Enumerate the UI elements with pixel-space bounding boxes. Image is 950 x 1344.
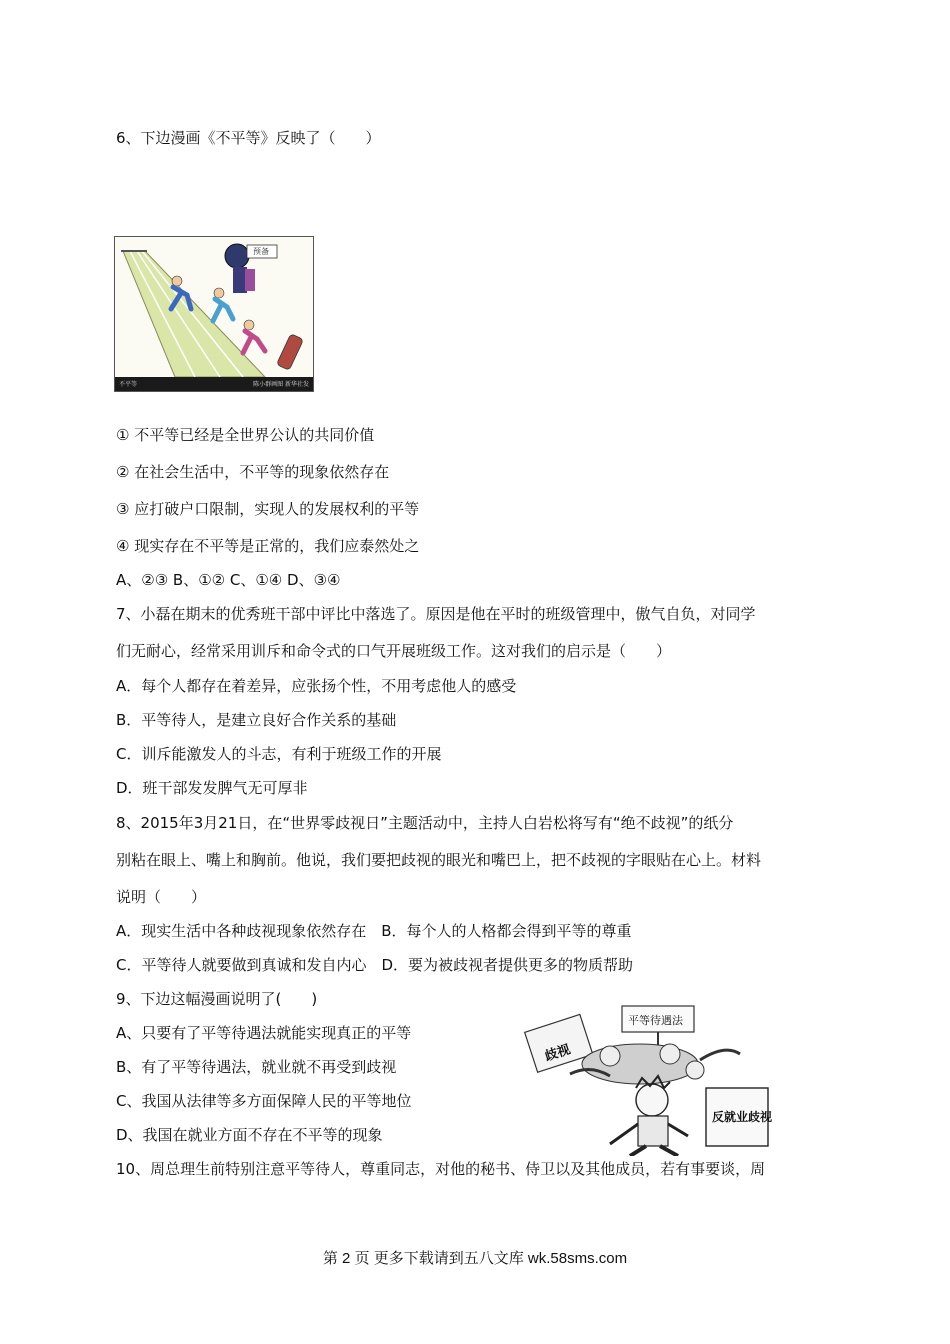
q8-stem-line-1: 8、2015年3月21日，在“世界零歧视日”主题活动中，主持人白岩松将写有“绝不歧视”的纸分 bbox=[116, 814, 734, 832]
q9-option-b: B、有了平等待遇法，就业就不再受到歧视 bbox=[116, 1058, 397, 1076]
cartoon-sign-label: 预备 bbox=[253, 247, 269, 256]
q10-stem: 10、周总理生前特别注意平等待人，尊重同志，对他的秘书、侍卫以及其他成员，若有事要谈，周 bbox=[116, 1160, 766, 1178]
q7-option-d: D．班干部发发脾气无可厚非 bbox=[116, 779, 308, 797]
cartoon-caption-bar bbox=[115, 377, 313, 391]
q6-option-3: ③ 应打破户口限制，实现人的发展权利的平等 bbox=[116, 500, 420, 518]
q9-stem: 9、下边这幅漫画说明了( ) bbox=[116, 990, 318, 1008]
cartoon-employment-discrimination bbox=[510, 1004, 850, 1156]
q6-stem: 6、下边漫画《不平等》反映了（ ） bbox=[116, 129, 381, 147]
cartoon2-sign-left: 歧视 bbox=[542, 1042, 573, 1065]
q8-stem-line-2: 别粘在眼上、嘴上和胸前。他说，我们要把歧视的眼光和嘴巴上，把不歧视的字眼贴在心上。材料 bbox=[116, 851, 762, 869]
cartoon2-sign-right: 反就业歧视 bbox=[712, 1110, 773, 1124]
q7-stem-line-1: 7、小磊在期末的优秀班干部中评比中落选了。原因是他在平时的班级管理中，傲气自负，对同学 bbox=[116, 605, 756, 623]
q8-options-row-1: A．现实生活中各种歧视现象依然存在 B．每个人的人格都会得到平等的尊重 bbox=[116, 922, 632, 940]
q6-option-2: ② 在社会生活中，不平等的现象依然存在 bbox=[116, 463, 390, 481]
q7-option-a: A．每个人都存在着差异，应张扬个性，不用考虑他人的感受 bbox=[116, 677, 517, 695]
cartoon2-sign-top: 平等待遇法 bbox=[628, 1014, 683, 1027]
q6-choices: A、②③ B、①② C、①④ D、③④ bbox=[116, 571, 341, 589]
cartoon-caption-left: 不平等 bbox=[119, 381, 138, 388]
q8-options-row-2: C．平等待人就要做到真诚和发自内心 D．要为被歧视者提供更多的物质帮助 bbox=[116, 956, 634, 974]
q8-stem-line-3: 说明（ ） bbox=[116, 888, 207, 906]
q7-stem-line-2: 们无耐心，经常采用训斥和命令式的口气开展班级工作。这对我们的启示是（ ） bbox=[116, 642, 672, 660]
q7-option-c: C．训斥能激发人的斗志，有利于班级工作的开展 bbox=[116, 745, 442, 763]
q9-option-d: D、我国在就业方面不存在不平等的现象 bbox=[116, 1126, 383, 1144]
cartoon-inequality bbox=[114, 236, 314, 392]
q9-option-c: C、我国从法律等多方面保障人民的平等地位 bbox=[116, 1092, 412, 1110]
page-footer: 第 2 页 更多下载请到五八文库 wk.58sms.com bbox=[322, 1250, 628, 1267]
cartoon-caption-right: 陈小群画图 新华社发 bbox=[253, 381, 309, 388]
cartoon-inequality-drawing bbox=[115, 237, 313, 391]
q7-option-b: B．平等待人，是建立良好合作关系的基础 bbox=[116, 711, 397, 729]
q6-option-4: ④ 现实存在不平等是正常的，我们应泰然处之 bbox=[116, 537, 420, 555]
q6-option-1: ① 不平等已经是全世界公认的共同价值 bbox=[116, 426, 375, 444]
q9-option-a: A、只要有了平等待遇法就能实现真正的平等 bbox=[116, 1024, 412, 1042]
